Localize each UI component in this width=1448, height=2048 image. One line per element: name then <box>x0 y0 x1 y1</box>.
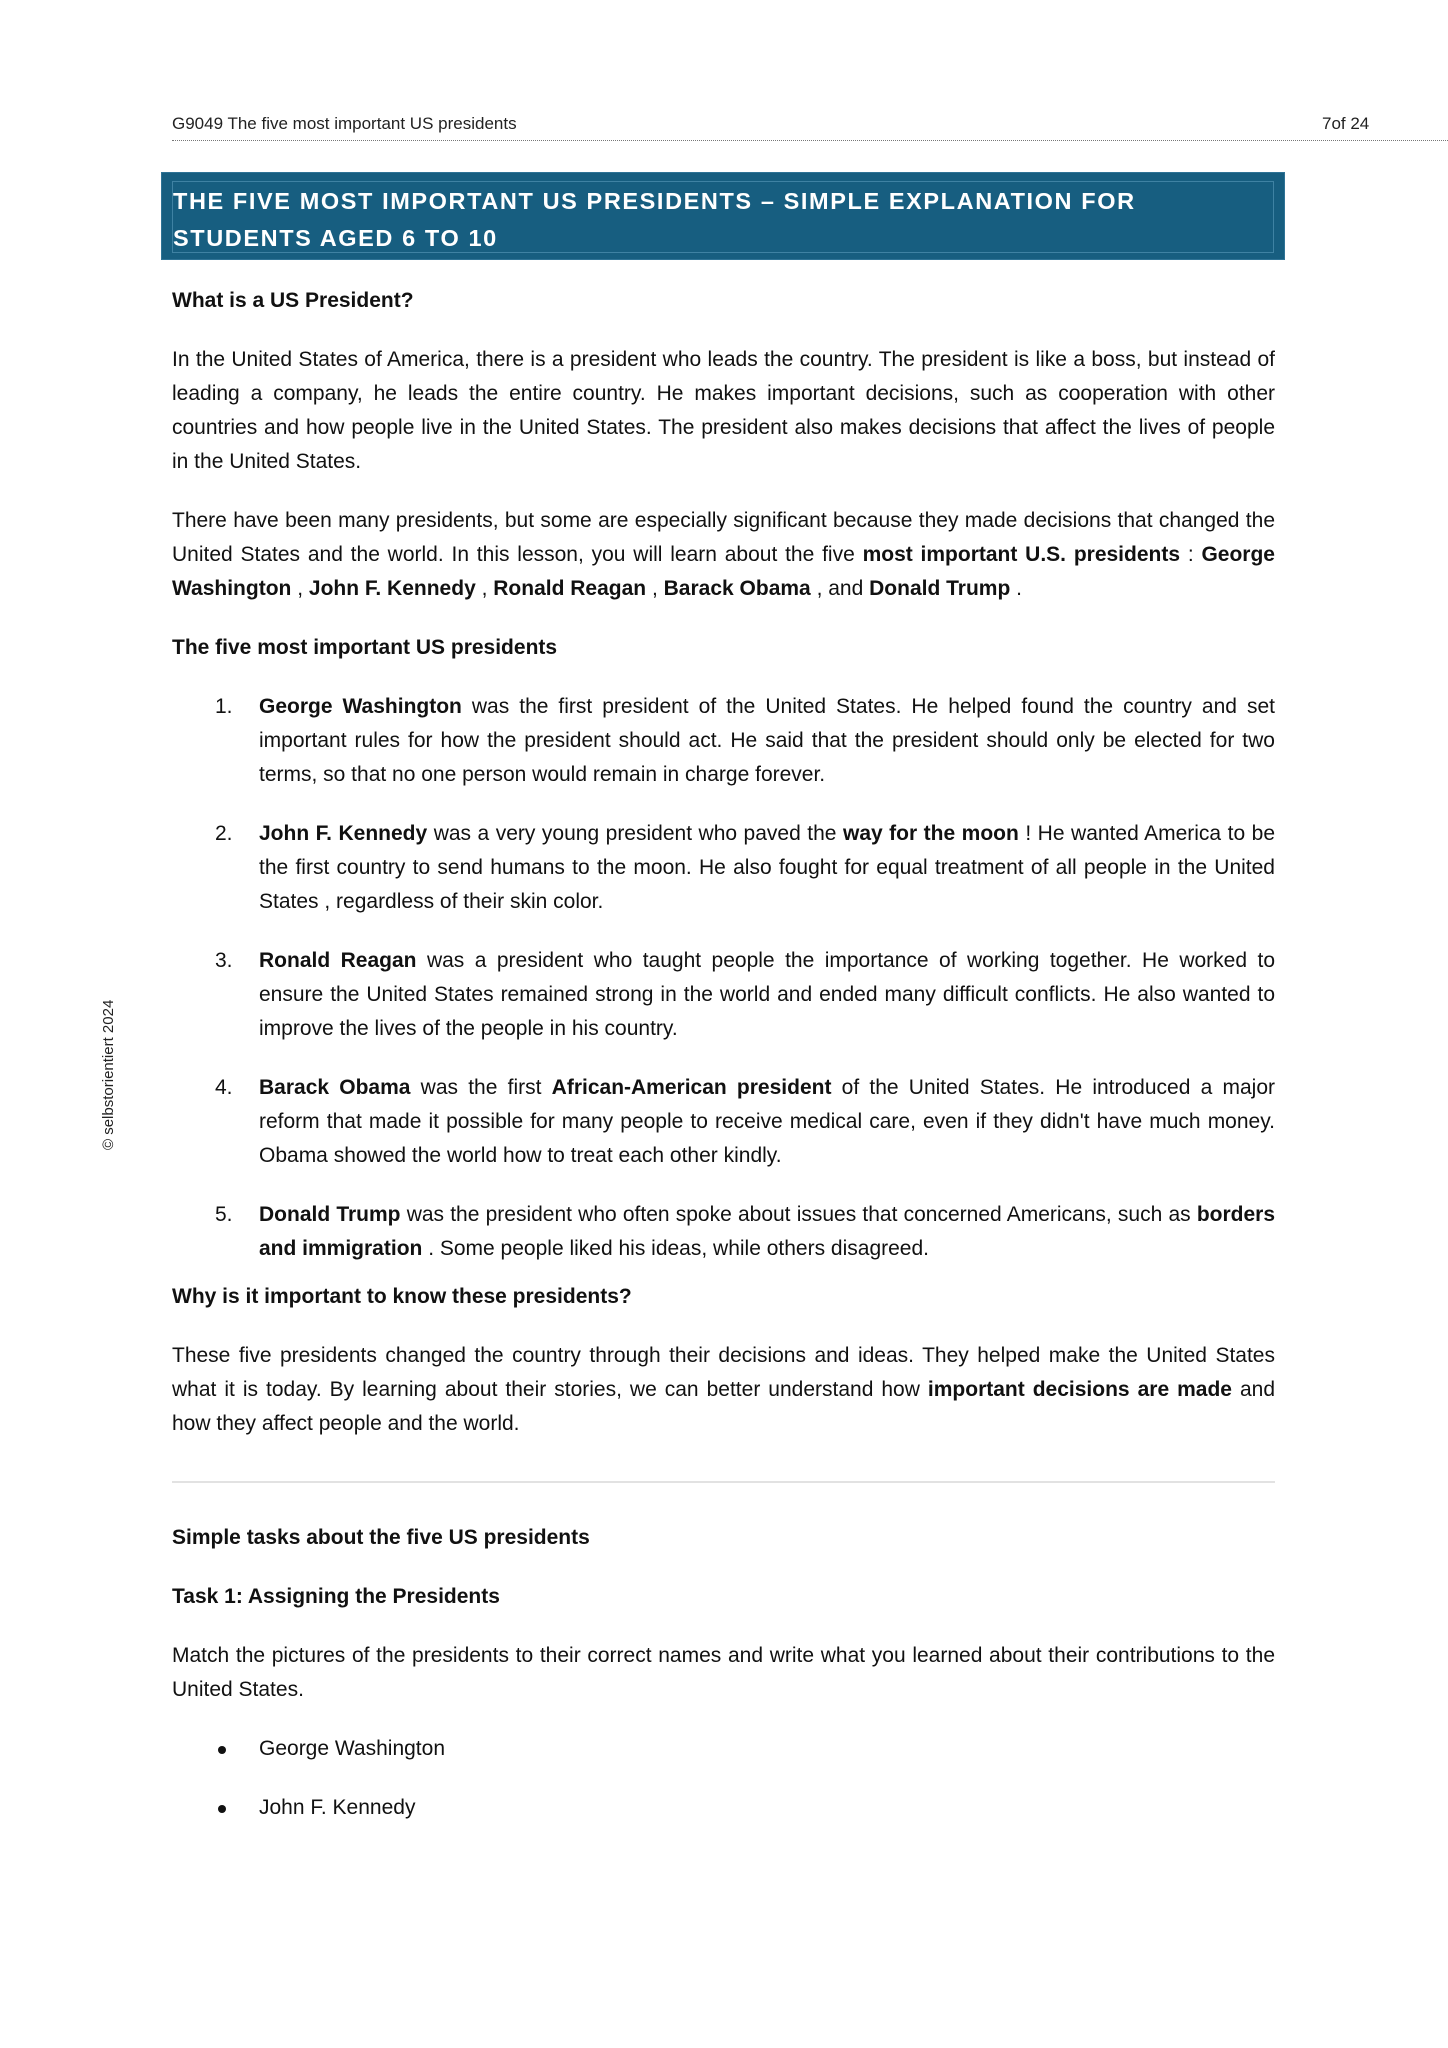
section-heading-tasks: Simple tasks about the five US presidents <box>172 1526 590 1549</box>
list-number: 2. <box>215 822 233 845</box>
president-text: was the first <box>410 1076 552 1099</box>
list-item <box>172 690 1275 792</box>
intro-end: . <box>1010 577 1022 600</box>
name-label: George Washington <box>259 1737 445 1760</box>
president-text: ! He wanted America to be the first country to send humans to the moon. He also fought for equal treatment of all people in the United States , regardless of their skin color. <box>259 822 1275 913</box>
intro-bold: most important U.S. presidents <box>862 543 1181 566</box>
section-heading-why: Why is it important to know these presidents? <box>172 1285 632 1308</box>
president-text: . Some people liked his ideas, while others disagreed. <box>422 1237 929 1260</box>
president-bold: way for the moon <box>842 822 1019 845</box>
list-item <box>172 1198 1275 1266</box>
president-text: was the first president of the United States. He helped found the country and set important rules for how the president should act. He said that the president should only be elected for two terms, so that no one person would remain in charge forever. <box>259 695 1275 786</box>
intro-sep: , <box>291 577 309 600</box>
list-number: 3. <box>215 949 233 972</box>
task-1-instructions: Match the pictures of the presidents to their correct names and write what you learned about their contributions to the United States. <box>172 1644 1275 1701</box>
copyright-notice: © selbstorientiert 2024 <box>100 999 117 1150</box>
president-name: George Washington <box>259 695 462 718</box>
why-text: These five presidents changed the country through their decisions and ideas. They helped make the United States what it is today. By learning about their stories, we can better understand how <box>172 1344 1275 1401</box>
intro-name: John F. Kennedy <box>308 577 476 600</box>
task-1-heading: Task 1: Assigning the Presidents <box>172 1585 500 1608</box>
intro-and: , and <box>810 577 870 600</box>
president-text: was a very young president who paved the <box>427 822 843 845</box>
list-item <box>172 1732 1275 1766</box>
list-item <box>172 1791 1275 1825</box>
section-heading-five: The five most important US presidents <box>172 636 558 659</box>
presidents-list <box>172 690 1275 1266</box>
list-number: 4. <box>215 1076 233 1099</box>
intro-sep: , <box>646 577 664 600</box>
president-name: Ronald Reagan <box>259 949 417 972</box>
intro-name: Ronald Reagan <box>493 577 647 600</box>
bullet-icon <box>218 1746 226 1754</box>
paragraph-what-is: In the United States of America, there is a president who leads the country. The president is like a boss, but instead of leading a company, he leads the entire country. He makes important decisions, such as cooperation with other countries and how people live in the United States. The president also makes decisions that affect the lives of people in the United States. <box>172 348 1275 473</box>
name-label: John F. Kennedy <box>259 1796 416 1819</box>
intro-colon: : <box>1180 543 1202 566</box>
president-text: was a president who taught people the importance of working together. He worked to ensure the United States remained strong in the world and ended many difficult conflicts. He also wanted to improve the lives of the people in his country. <box>259 949 1275 1040</box>
president-name: John F. Kennedy <box>259 822 428 845</box>
intro-sep: , <box>475 577 494 600</box>
paragraph-intro <box>172 504 1275 606</box>
list-item <box>172 944 1275 1046</box>
section-divider <box>172 1481 1275 1483</box>
president-name: Barack Obama <box>259 1076 411 1099</box>
intro-name: Donald Trump <box>869 577 1011 600</box>
header-dotted-rule <box>172 140 1448 141</box>
bullet-icon <box>218 1805 226 1813</box>
president-bold: borders and immigration <box>259 1203 1275 1260</box>
list-item <box>172 817 1275 919</box>
list-item <box>172 1071 1275 1173</box>
document-title: G9049 The five most important US presidents <box>172 114 517 133</box>
page-title: THE FIVE MOST IMPORTANT US PRESIDENTS – SIMPLE EXPLANATION FOR STUDENTS AGED 6 TO 10 <box>173 188 1136 251</box>
task-1-name-list <box>172 1732 1275 1825</box>
intro-name: George Washington <box>172 543 1275 600</box>
paragraph-why <box>172 1339 1275 1441</box>
list-number: 5. <box>215 1203 233 1226</box>
intro-text: There have been many presidents, but some are especially significant because they made decisions that changed the United States and the world. In this lesson, you will learn about the five <box>172 509 1275 566</box>
president-text: of the United States. He introduced a major reform that made it possible for many people to receive medical care, even if they didn't have much money. Obama showed the world how to treat each other kindly. <box>259 1076 1276 1167</box>
running-header <box>172 114 1448 140</box>
list-number: 1. <box>215 695 233 718</box>
title-banner <box>161 172 1285 260</box>
page-indicator: 7of 24 <box>1322 114 1370 133</box>
president-name: Donald Trump <box>259 1203 401 1226</box>
why-text: and how they affect people and the world. <box>172 1378 1276 1435</box>
section-heading-what-is: What is a US President? <box>172 289 414 312</box>
president-text: was the president who often spoke about issues that concerned Americans, such as <box>400 1203 1197 1226</box>
document-body <box>172 284 1275 1850</box>
president-bold: African-American president <box>551 1076 832 1099</box>
intro-name: Barack Obama <box>663 577 811 600</box>
why-bold: important decisions are made <box>927 1378 1232 1401</box>
